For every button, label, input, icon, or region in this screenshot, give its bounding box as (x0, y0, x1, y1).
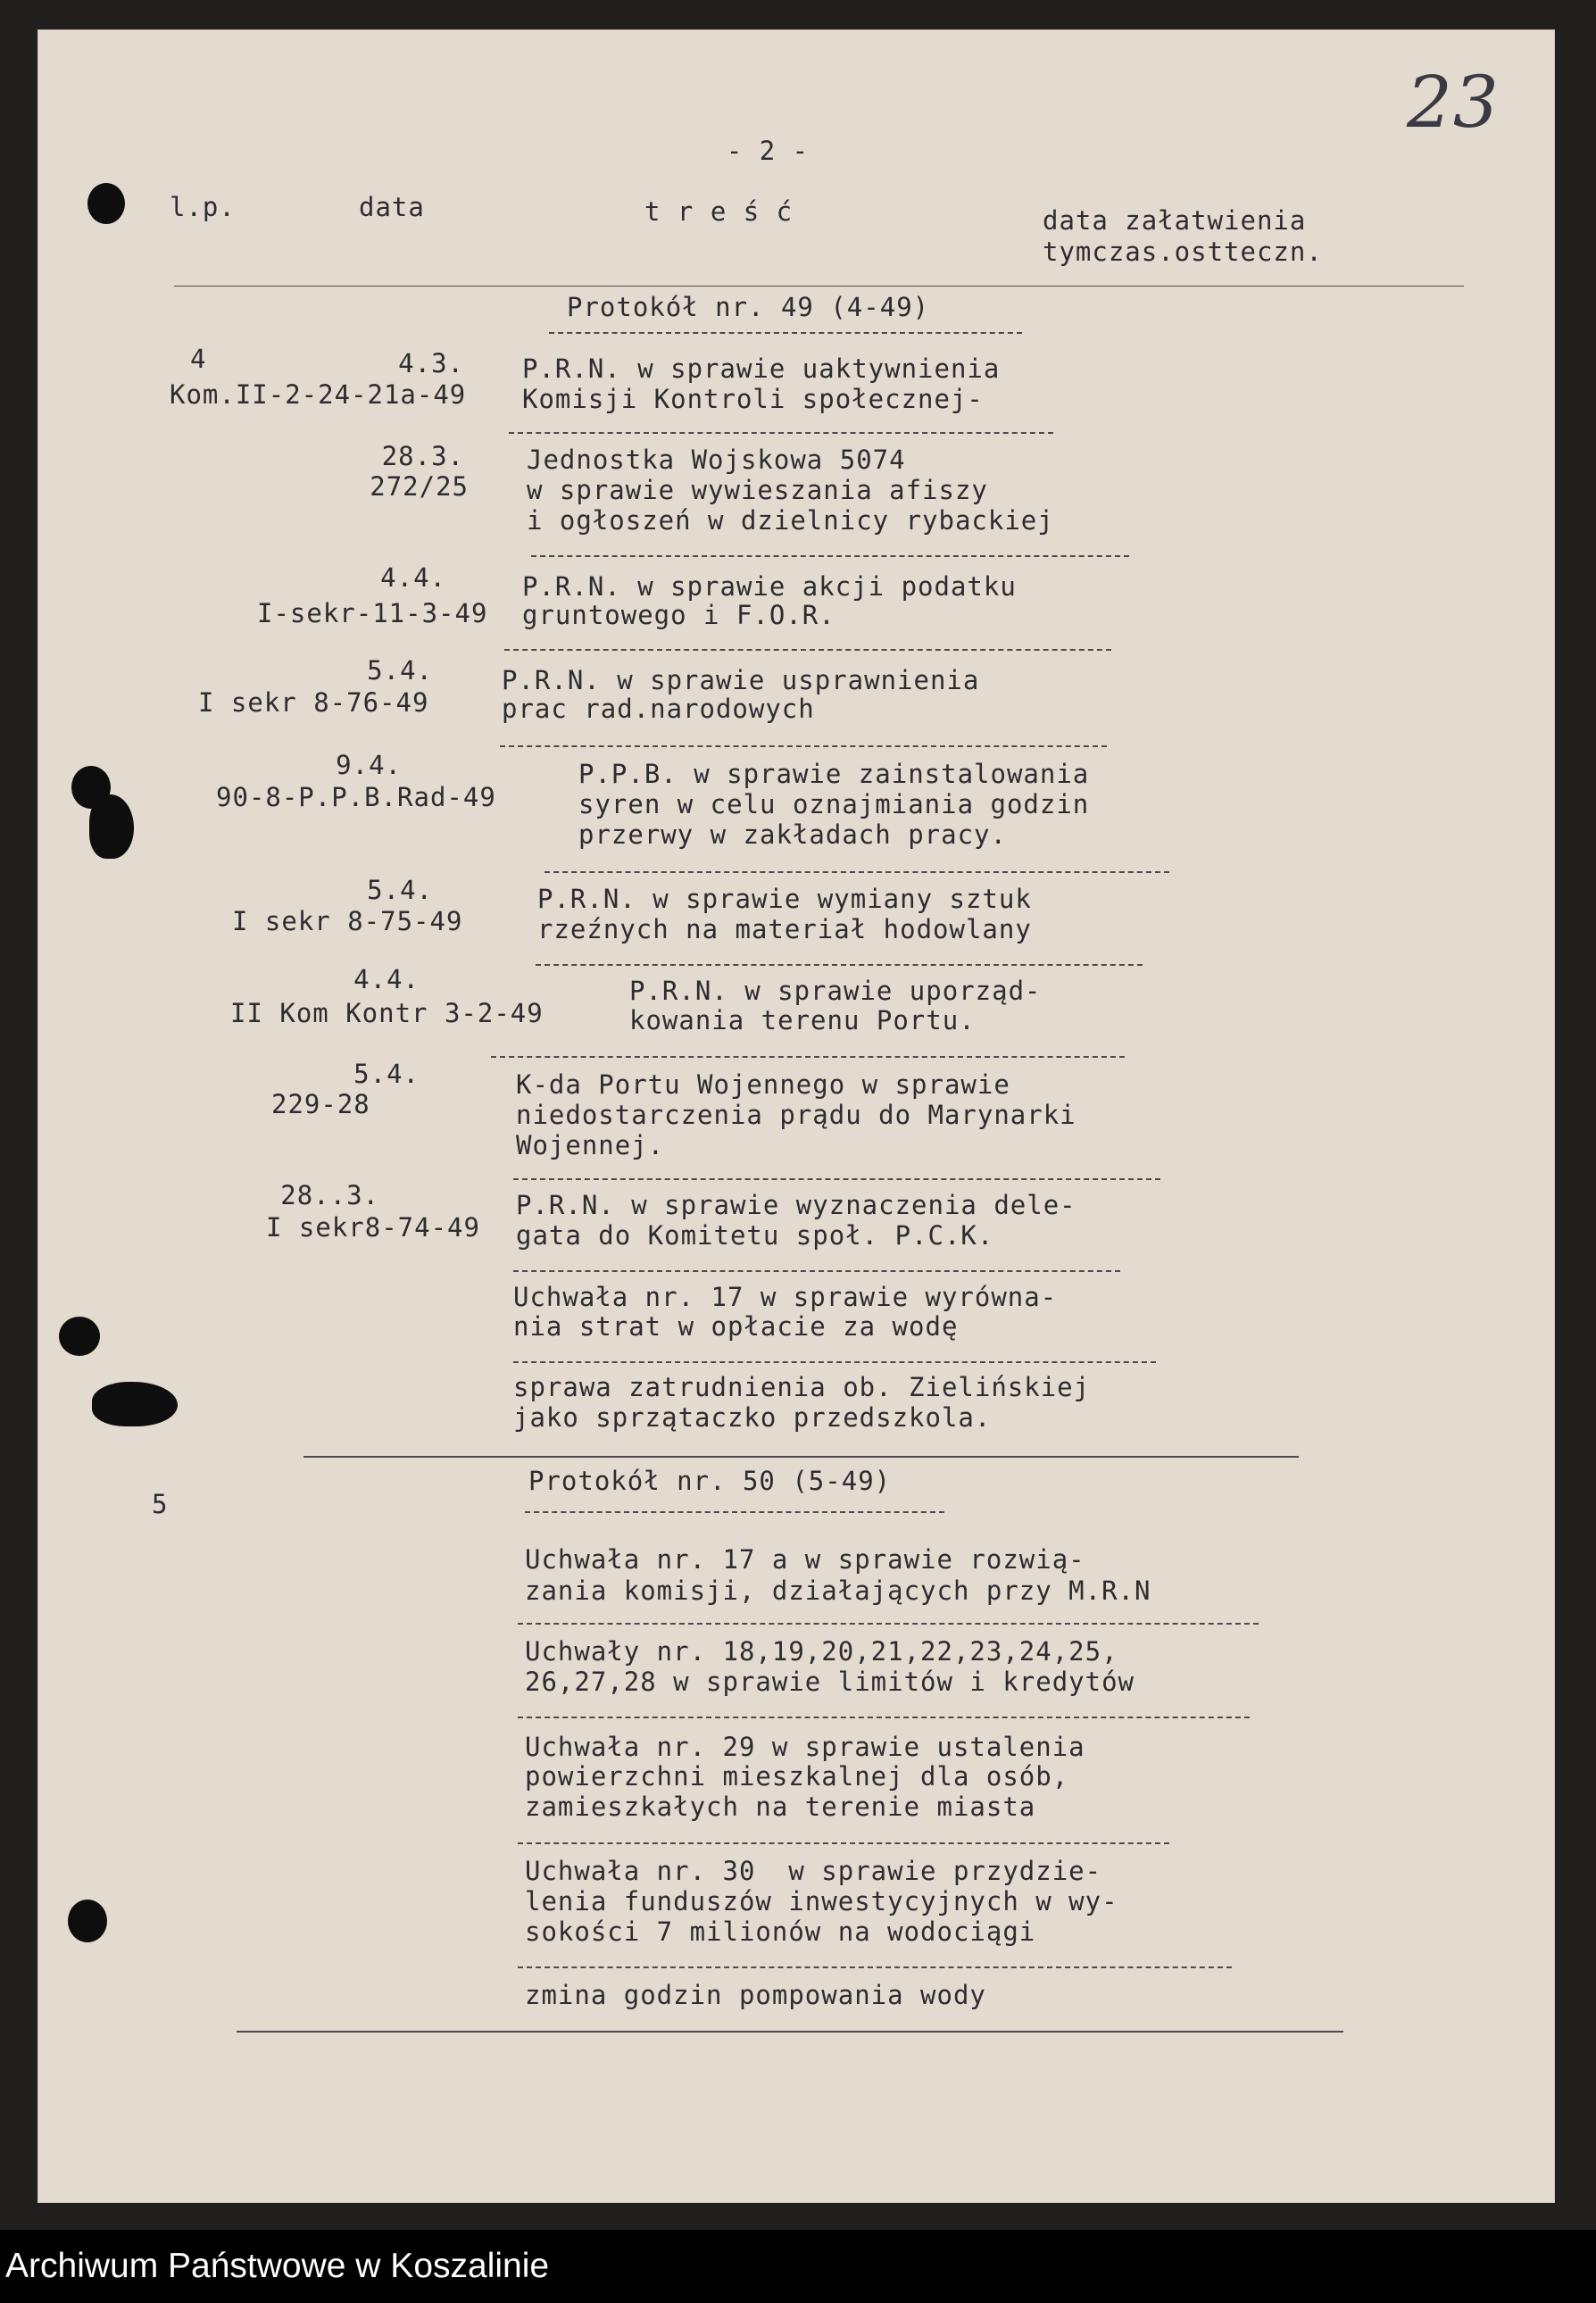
entry-text-line: i ogłoszeń w dzielnicy rybackiej (527, 505, 1054, 536)
entry-text-line: Uchwała nr. 17 w sprawie wyrówna- (513, 1282, 1058, 1312)
entry-date: 4.4. (380, 562, 446, 593)
entry-date: 5.4. (353, 1059, 420, 1089)
entry-rule (518, 1966, 1232, 1968)
entry-text-line: nia strat w opłacie za wodę (513, 1311, 959, 1342)
punch-hole (59, 1317, 100, 1356)
punch-hole (92, 1382, 178, 1426)
entry-reference: Kom.II-2-24-21a-49 (170, 379, 467, 410)
entry-rule (536, 964, 1143, 966)
entry-rule (531, 555, 1129, 557)
entry-rule (504, 649, 1111, 651)
protocol-title: Protokół nr. 50 (5-49) (528, 1466, 892, 1496)
entry-reference: 229-28 (271, 1089, 370, 1119)
entry-date: 5.4. (367, 875, 433, 905)
entry-date: 28.3. (381, 441, 464, 471)
entry-text-line: Wojennej. (516, 1130, 665, 1160)
entry-text-line: niedostarczenia prądu do Marynarki (516, 1100, 1076, 1130)
page-number: - 2 - (726, 136, 810, 166)
entry-text-line: K-da Portu Wojennego w sprawie (516, 1069, 1010, 1100)
entry-text-line: Jednostka Wojskowa 5074 (527, 445, 906, 475)
entry-text-line: zania komisji, działających przy M.R.N (525, 1576, 1151, 1606)
entry-rule (513, 1270, 1120, 1272)
entry-date: 4.3. (398, 348, 464, 378)
entry-text-line: powierzchni mieszkalnej dla osób, (525, 1761, 1069, 1792)
entry-text-line: 26,27,28 w sprawie limitów i kredytów (525, 1667, 1135, 1697)
protocol-title-rule (525, 1511, 944, 1513)
handwritten-page-number: 23 (1407, 61, 1500, 144)
column-header-date: data (359, 192, 425, 222)
punch-hole (89, 794, 134, 859)
entry-rule (518, 1623, 1259, 1625)
entry-rule (518, 1842, 1169, 1844)
entry-text-line: jako sprzątaczko przedszkola. (513, 1402, 992, 1433)
entry-rule (518, 1717, 1250, 1718)
entry-text-line: Uchwały nr. 18,19,20,21,22,23,24,25, (525, 1636, 1118, 1667)
column-header-settlement-date: data załatwienia (1043, 205, 1307, 236)
entry-text-line: w sprawie wywieszania afiszy (527, 475, 988, 505)
entry-text-line: P.R.N. w sprawie akcji podatku (522, 571, 1017, 602)
punch-hole (68, 1900, 107, 1942)
entry-text-line: P.R.N. w sprawie uporząd- (629, 976, 1042, 1006)
header-rule (174, 286, 1464, 287)
entry-reference: I-sekr-11-3-49 (257, 598, 488, 628)
entry-date: 9.4. (336, 750, 402, 780)
punch-hole (87, 183, 125, 224)
entry-text-line: P.P.B. w sprawie zainstalowania (578, 759, 1090, 789)
entry-text-line: lenia funduszów inwestycyjnych w wy- (525, 1886, 1118, 1916)
entry-rule (509, 432, 1053, 434)
protocol-end-rule (237, 2031, 1343, 2033)
entry-text-line: Uchwała nr. 17 a w sprawie rozwią- (525, 1544, 1085, 1575)
entry-reference: I sekr8-74-49 (266, 1212, 480, 1243)
entry-date: 4.4. (353, 964, 420, 994)
entry-reference: II Kom Kontr 3-2-49 (230, 998, 544, 1028)
entry-text-line: P.R.N. w sprawie wyznaczenia dele- (516, 1190, 1076, 1220)
entry-rule (513, 1361, 1156, 1363)
protocol-end-rule (303, 1456, 1299, 1458)
protocol-title-rule (549, 332, 1022, 334)
entry-text-line: P.R.N. w sprawie uaktywnienia (522, 353, 1001, 384)
archive-footer: Archiwum Państwowe w Koszalinie (0, 2230, 1596, 2303)
column-header-content: t r e ś ć (644, 196, 794, 227)
entry-text-line: Uchwała nr. 30 w sprawie przydzie- (525, 1856, 1102, 1886)
entry-text-line: przerwy w zakładach pracy. (578, 819, 1007, 850)
entry-text-line: sokości 7 milionów na wodociągi (525, 1916, 1036, 1947)
entry-text-line: rzeźnych na materiał hodowlany (537, 914, 1032, 944)
entry-text-line: Uchwała nr. 29 w sprawie ustalenia (525, 1732, 1085, 1762)
entry-reference: I sekr 8-76-49 (198, 687, 429, 718)
entry-rule (513, 1178, 1160, 1180)
entry-date: 5.4. (367, 655, 433, 686)
entry-text-line: P.R.N. w sprawie usprawnienia (502, 665, 980, 695)
entry-text-line: sprawa zatrudnienia ob. Zielińskiej (513, 1372, 1091, 1402)
protocol-title: Protokół nr. 49 (4-49) (567, 292, 930, 322)
entry-text-line: kowania terenu Portu. (629, 1005, 976, 1035)
entry-rule (544, 871, 1169, 873)
entry-rule (500, 745, 1107, 747)
entry-text-line: syren w celu oznajmiania godzin (578, 789, 1090, 819)
protocol-number: 5 (152, 1489, 169, 1519)
column-header-settlement-type: tymczas.ostteczn. (1043, 237, 1323, 267)
entry-text-line: gata do Komitetu społ. P.C.K. (516, 1220, 994, 1251)
entry-text-line: zamieszkałych na terenie miasta (525, 1792, 1036, 1822)
entry-reference: I sekr 8-75-49 (232, 906, 463, 936)
protocol-number: 4 (190, 344, 207, 374)
entry-text-line: P.R.N. w sprawie wymiany sztuk (537, 884, 1032, 914)
entry-text-line: zmina godzin pompowania wody (525, 1980, 986, 2010)
entry-reference: 272/25 (370, 471, 469, 502)
entry-rule (491, 1056, 1125, 1058)
entry-date: 28..3. (280, 1180, 379, 1210)
entry-reference: 90-8-P.P.B.Rad-49 (216, 782, 496, 812)
entry-text-line: gruntowego i F.O.R. (522, 600, 835, 630)
column-header-lp: l.p. (170, 192, 236, 222)
entry-text-line: Komisji Kontroli społecznej- (522, 384, 984, 414)
entry-text-line: prac rad.narodowych (502, 694, 815, 724)
